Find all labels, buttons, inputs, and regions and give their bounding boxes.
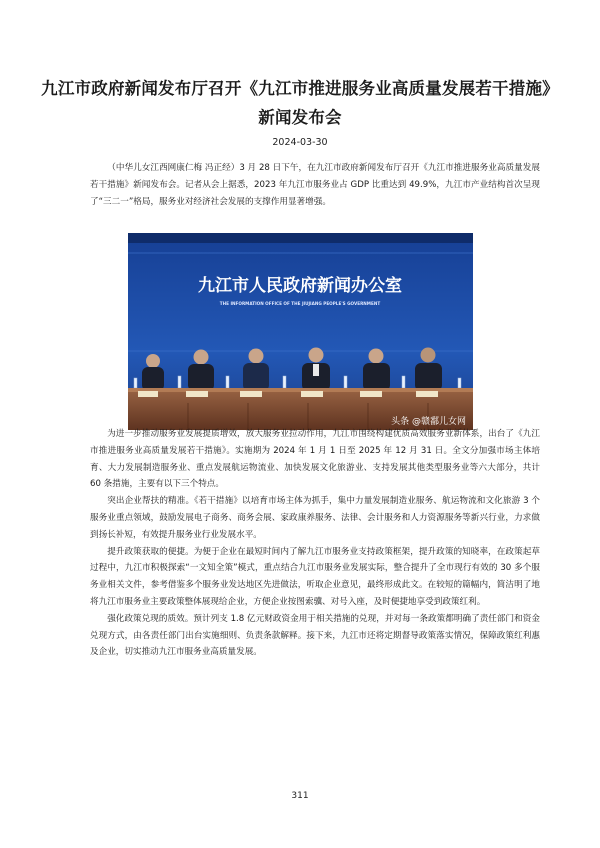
backdrop-sign-sub: THE INFORMATION OFFICE OF THE JIUJIANG PEOPLE'S GOVERNMENT (219, 301, 381, 306)
article-date: 2024-03-30 (272, 137, 328, 148)
press-conference-photo (128, 233, 473, 430)
body-paragraph-2: 突出企业帮扶的精准。《若干措施》以培育市场主体为抓手，集中力量发展制造业服务、航运物流和文化旅游 3 个服务业重点领域，鼓励发展电子商务、商务会展、家政康养服务、法律、会计服务和人力资源服务等新兴行业，力求做到扬长补短，有效提升服务业行业发展水平。 (90, 496, 540, 540)
article-body (90, 426, 540, 661)
ceiling (128, 233, 473, 243)
body-paragraph-3: 提升政策获取的便捷。为便于企业在最短时间内了解九江市服务业支持政策框架，提升政策的知晓率，在政策起草过程中，九江市积极探索“一文知全策”模式，重点结合九江市服务业发展实际，整合提升了全市现行有效的 30 多个服务业相关文件，参考借鉴多个服务业发达地区先进做法，听取企业意见，最终形成此文。在较短的篇幅内，简洁明了地将九江市服务业主要政策整体展现给企业，方便企业按图索骥、对号入座，及时便捷地享受到政策红利。 (90, 546, 540, 607)
article-title: 九江市政府新闻发布厅召开《九江市推进服务业高质量发展若干措施》新闻发布会 (41, 79, 559, 127)
page-number: 311 (291, 791, 309, 801)
photo-watermark: 头条 @赣鄱儿女网 (391, 417, 466, 427)
intro-paragraph: （中华儿女江西网康仁梅 冯正经）3 月 28 日下午，在九江市政府新闻发布厅召开《九江市推进服务业高质量发展若干措施》新闻发布会。记者从会上据悉，2023 年九江市服务业占 GDP 比重达到 49.9%，九江市产业结构首次呈现了“三二一”格局，服务业对经济社会发展的支撑作用显著增强。 (90, 163, 540, 207)
body-paragraph-1: 为进一步推动服务业发展提质增效，放大服务业拉动作用，九江市围绕构建优质高效服务业新体系，出台了《九江市推进服务业高质量发展若干措施》。实施期为 2024 年 1 月 1 日至 2025 年 12 月 31 日。全文分加强市场主体培育、大力发展制造服务业、重点发展航运物流业、加快发展文化旅游业、支持发展其他类型服务业等六大部分，共计 60 条措施，主要有以下三个特点。 (90, 429, 540, 490)
backdrop-sign-main: 九江市人民政府新闻办公室 (198, 276, 402, 296)
body-paragraph-4: 强化政策兑现的质效。预计列支 1.8 亿元财政资金用于相关措施的兑现，并对每一条政策都明确了责任部门和资金兑现方式，由各责任部门出台实施细则、负责条款解释。接下来，九江市还将定期督导政策落实情况，保障政策红利惠及企业，切实推动九江市服务业高质量发展。 (90, 613, 540, 658)
